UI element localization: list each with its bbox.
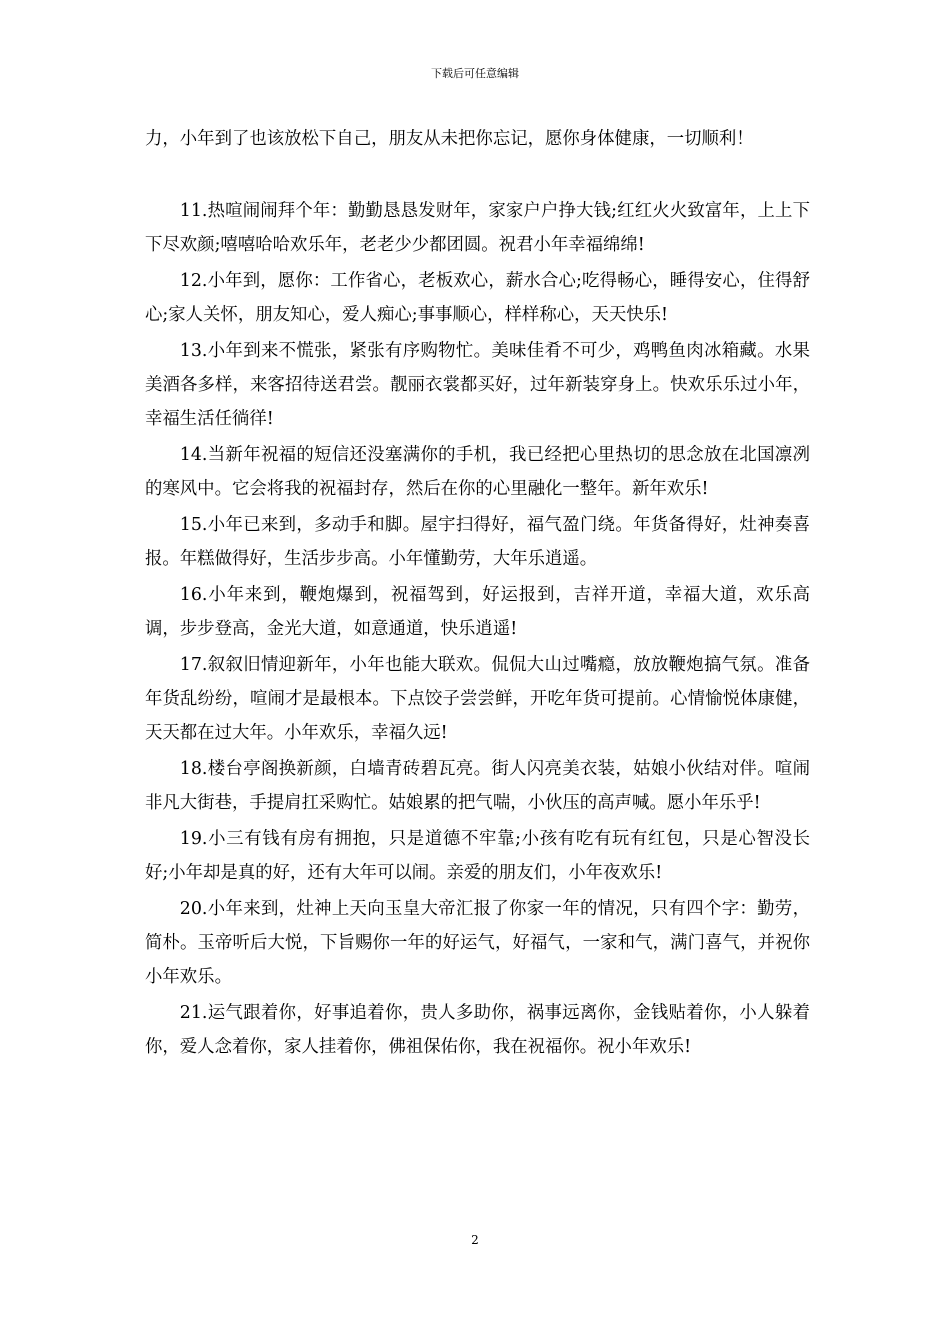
list-item-19: 19.小三有钱有房有拥抱，只是道德不牢靠;小孩有吃有玩有红包，只是心智没长好;小年却是真的好，还有大年可以闹。亲爱的朋友们，小年夜欢乐! (145, 829, 810, 883)
list-item-17: 17.叙叙旧情迎新年，小年也能大联欢。侃侃大山过嘴瘾，放放鞭炮搞气氛。准备年货乱纷纷，喧闹才是最根本。下点饺子尝尝鲜，开吃年货可提前。心情愉悦体康健，天天都在过大年。小年欢乐，幸福久远! (145, 655, 810, 743)
document-body (145, 122, 810, 1066)
paragraph-continuation: 力，小年到了也该放松下自己，朋友从未把你忘记，愿你身体健康，一切顺利！ (145, 129, 754, 149)
list-item-18: 18.楼台亭阁换新颜，白墙青砖碧瓦亮。街人闪亮美衣装，姑娘小伙结对伴。喧闹非凡大街巷，手提肩扛采购忙。姑娘累的把气喘，小伙压的高声喊。愿小年乐乎! (145, 759, 810, 813)
list-item-13: 13.小年到来不慌张，紧张有序购物忙。美味佳肴不可少，鸡鸭鱼肉冰箱藏。水果美酒各多样，来客招待送君尝。靓丽衣裳都买好，过年新装穿身上。快欢乐乐过小年，幸福生活任徜徉! (145, 341, 810, 429)
list-item-16: 16.小年来到，鞭炮爆到，祝福驾到，好运报到，吉祥开道，幸福大道，欢乐高调，步步登高，金光大道，如意通道，快乐逍遥! (145, 585, 810, 639)
list-item-20: 20.小年来到，灶神上天向玉皇大帝汇报了你家一年的情况，只有四个字：勤劳，简朴。玉帝听后大悦，下旨赐你一年的好运气，好福气，一家和气，满门喜气，并祝你小年欢乐。 (145, 899, 810, 987)
list-item-21: 21.运气跟着你，好事追着你，贵人多助你，祸事远离你，金钱贴着你，小人躲着你，爱人念着你，家人挂着你，佛祖保佑你，我在祝福你。祝小年欢乐! (145, 1003, 810, 1057)
list-item-11: 11.热喧闹闹拜个年：勤勤恳恳发财年，家家户户挣大钱;红红火火致富年，上上下下尽欢颜;嘻嘻哈哈欢乐年，老老少少都团圆。祝君小年幸福绵绵! (145, 201, 810, 255)
list-item-15: 15.小年已来到，多动手和脚。屋宇扫得好，福气盈门绕。年货备得好，灶神奏喜报。年糕做得好，生活步步高。小年懂勤劳，大年乐逍遥。 (145, 515, 810, 569)
page-header: 下载后可任意编辑 (431, 67, 519, 80)
list-item-12: 12.小年到，愿你：工作省心，老板欢心，薪水合心;吃得畅心，睡得安心，住得舒心;家人关怀，朋友知心，爱人痴心;事事顺心，样样称心，天天快乐! (145, 271, 810, 325)
page-number: 2 (471, 1233, 479, 1247)
list-item-14: 14.当新年祝福的短信还没塞满你的手机，我已经把心里热切的思念放在北国凛冽的寒风中。它会将我的祝福封存，然后在你的心里融化一整年。新年欢乐! (145, 445, 810, 499)
